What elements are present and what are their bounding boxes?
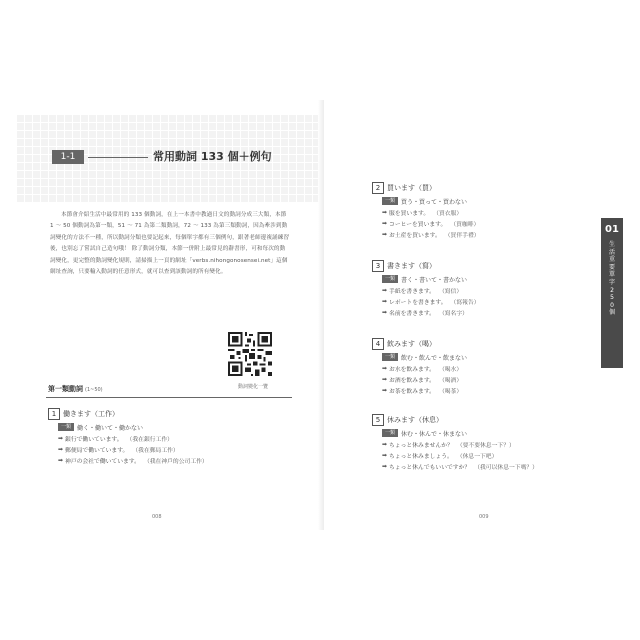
example-zh: （我在銀行工作） (126, 436, 173, 443)
example-jp: 手紙を書きます。 (389, 288, 435, 295)
example-row (382, 440, 538, 448)
right-page (324, 100, 624, 530)
section-title: 常用動詞 133 個＋例句 (153, 150, 272, 163)
arrow-icon: ➡ (58, 456, 64, 464)
entry-verb: 飲みます（喝） (387, 340, 436, 348)
example-zh: （寫報告） (450, 299, 480, 306)
qr-code[interactable] (228, 332, 272, 376)
example-jp: 神戸の会社で働いています。 (65, 458, 140, 465)
example-zh: （我在神戶的公司工作） (143, 458, 208, 465)
verb-entry-3 (372, 260, 480, 316)
example-zh: （我可以休息一下嗎？） (474, 464, 538, 471)
arrow-icon: ➡ (382, 451, 388, 459)
example-row (382, 451, 538, 459)
example-zh: （買咖啡） (450, 221, 480, 228)
example-jp: 銀行で働いています。 (65, 436, 123, 443)
example-jp: お茶を飲みます。 (389, 388, 435, 395)
arrow-icon: ➡ (58, 445, 64, 453)
example-zh: （寫信） (438, 288, 463, 295)
arrow-icon: ➡ (382, 219, 388, 227)
arrow-icon: ➡ (58, 434, 64, 442)
example-row (58, 456, 208, 464)
verb-forms: 買う・買って・買わない (401, 198, 468, 206)
example-zh: （買衣服） (433, 210, 463, 217)
verb-entry-2 (372, 182, 480, 238)
qr-caption: 動詞變化一覽 (237, 384, 268, 390)
example-row (58, 434, 208, 442)
example-row (382, 297, 480, 305)
verb-entry-4 (372, 338, 467, 394)
example-row (382, 386, 467, 394)
example-row (382, 462, 538, 470)
group-tag: 一類 (382, 197, 398, 205)
chapter-title: 生 活 重 要 單 字 2 5 0 個 (608, 241, 615, 317)
section-rule (88, 157, 148, 158)
example-jp: 名前を書きます。 (389, 310, 435, 317)
example-row (382, 286, 480, 294)
example-jp: お酒を飲みます。 (389, 377, 435, 384)
group-tag: 一類 (382, 353, 398, 361)
verb-forms: 書く・書いて・書かない (401, 276, 468, 284)
chapter-tab (601, 218, 623, 368)
example-zh: （喝酒） (438, 377, 463, 384)
arrow-icon: ➡ (382, 286, 388, 294)
arrow-icon: ➡ (382, 375, 388, 383)
verb-forms: 飲む・飲んで・飲まない (401, 354, 468, 362)
arrow-icon: ➡ (382, 230, 388, 238)
entry-number: 5 (372, 414, 384, 426)
entry-number: 3 (372, 260, 384, 272)
page-number: 009 (479, 514, 489, 520)
example-jp: お土産を買います。 (389, 232, 441, 239)
group-tag: 一類 (382, 429, 398, 437)
group-tag: 一類 (58, 423, 74, 431)
example-jp: ちょっと休んでもいいですか？ (389, 464, 471, 471)
entry-verb: 休みます（休息） (387, 416, 443, 424)
example-row (382, 219, 480, 227)
arrow-icon: ➡ (382, 440, 388, 448)
example-row (382, 375, 467, 383)
example-zh: （喝茶） (438, 388, 463, 395)
example-zh: （買伴手禮） (444, 232, 480, 239)
group-tag: 一類 (382, 275, 398, 283)
example-zh: （休息一下吧） (456, 453, 498, 460)
example-jp: お水を飲みます。 (389, 366, 435, 373)
example-row (382, 364, 467, 372)
verb-forms: 働く・働いて・働かない (77, 424, 144, 432)
entry-verb: 買います（買） (387, 184, 436, 192)
example-jp: ちょっと休みましょう。 (389, 453, 453, 460)
example-jp: コーヒーを買います。 (389, 221, 447, 228)
page-number: 008 (152, 514, 162, 520)
verb-entry-5 (372, 414, 538, 470)
entry-number: 4 (372, 338, 384, 350)
example-jp: 郵便局で働いています。 (65, 447, 129, 454)
example-zh: （我在郵局工作） (132, 447, 179, 454)
verb-forms: 休む・休んで・休まない (401, 430, 468, 438)
chapter-number: 01 (605, 224, 619, 235)
arrow-icon: ➡ (382, 462, 388, 470)
example-jp: ちょっと休みませんか？ (389, 442, 453, 449)
example-zh: （寫名字） (438, 310, 468, 317)
example-row (382, 208, 480, 216)
example-zh: （要不要休息一下？） (456, 442, 515, 449)
entry-verb: 書きます（寫） (387, 262, 436, 270)
intro-paragraph: 本節會介紹生活中最常用的 133 個動詞，在上一本書中教過日文的動詞分成三大類，本節 1 ～ 50 個動詞為第一類，51 ～ 71 為第二類動詞，72 ～ 133 為第三類動詞，因為牽涉到動詞變化的方法不一種，所以動詞分類也要記起來，每個單字都有三個例句，跟著老師邊複誦練習後，也別忘了嘗試自己造句哦！ 除了動詞分類，本節一併附上最常見的辭書形，可和每次的動詞變化，更完整的動詞變化規則，請掃描上一頁的網址「verbs.nihongonosensei.net」這個網址查詢，只要輸入動詞的任意形式，就可以查到該動詞的所有變化。 (50, 212, 290, 276)
group-rule (46, 397, 292, 398)
group-heading (48, 384, 103, 394)
example-row (382, 308, 480, 316)
arrow-icon: ➡ (382, 386, 388, 394)
group-heading-label: 第一類動詞 (48, 385, 83, 393)
arrow-icon: ➡ (382, 297, 388, 305)
example-jp: 服を買います。 (389, 210, 430, 217)
section-badge: 1-1 (52, 150, 84, 164)
entry-number: 1 (48, 408, 60, 420)
example-zh: （喝水） (438, 366, 463, 373)
example-row (382, 230, 480, 238)
entry-verb: 働きます（工作） (63, 410, 119, 418)
example-jp: レポートを書きます。 (389, 299, 447, 306)
left-page (16, 100, 324, 530)
entry-number: 2 (372, 182, 384, 194)
arrow-icon: ➡ (382, 208, 388, 216)
group-range: (1~50) (85, 387, 103, 393)
example-row (58, 445, 208, 453)
arrow-icon: ➡ (382, 364, 388, 372)
verb-entry-1 (48, 408, 208, 464)
arrow-icon: ➡ (382, 308, 388, 316)
